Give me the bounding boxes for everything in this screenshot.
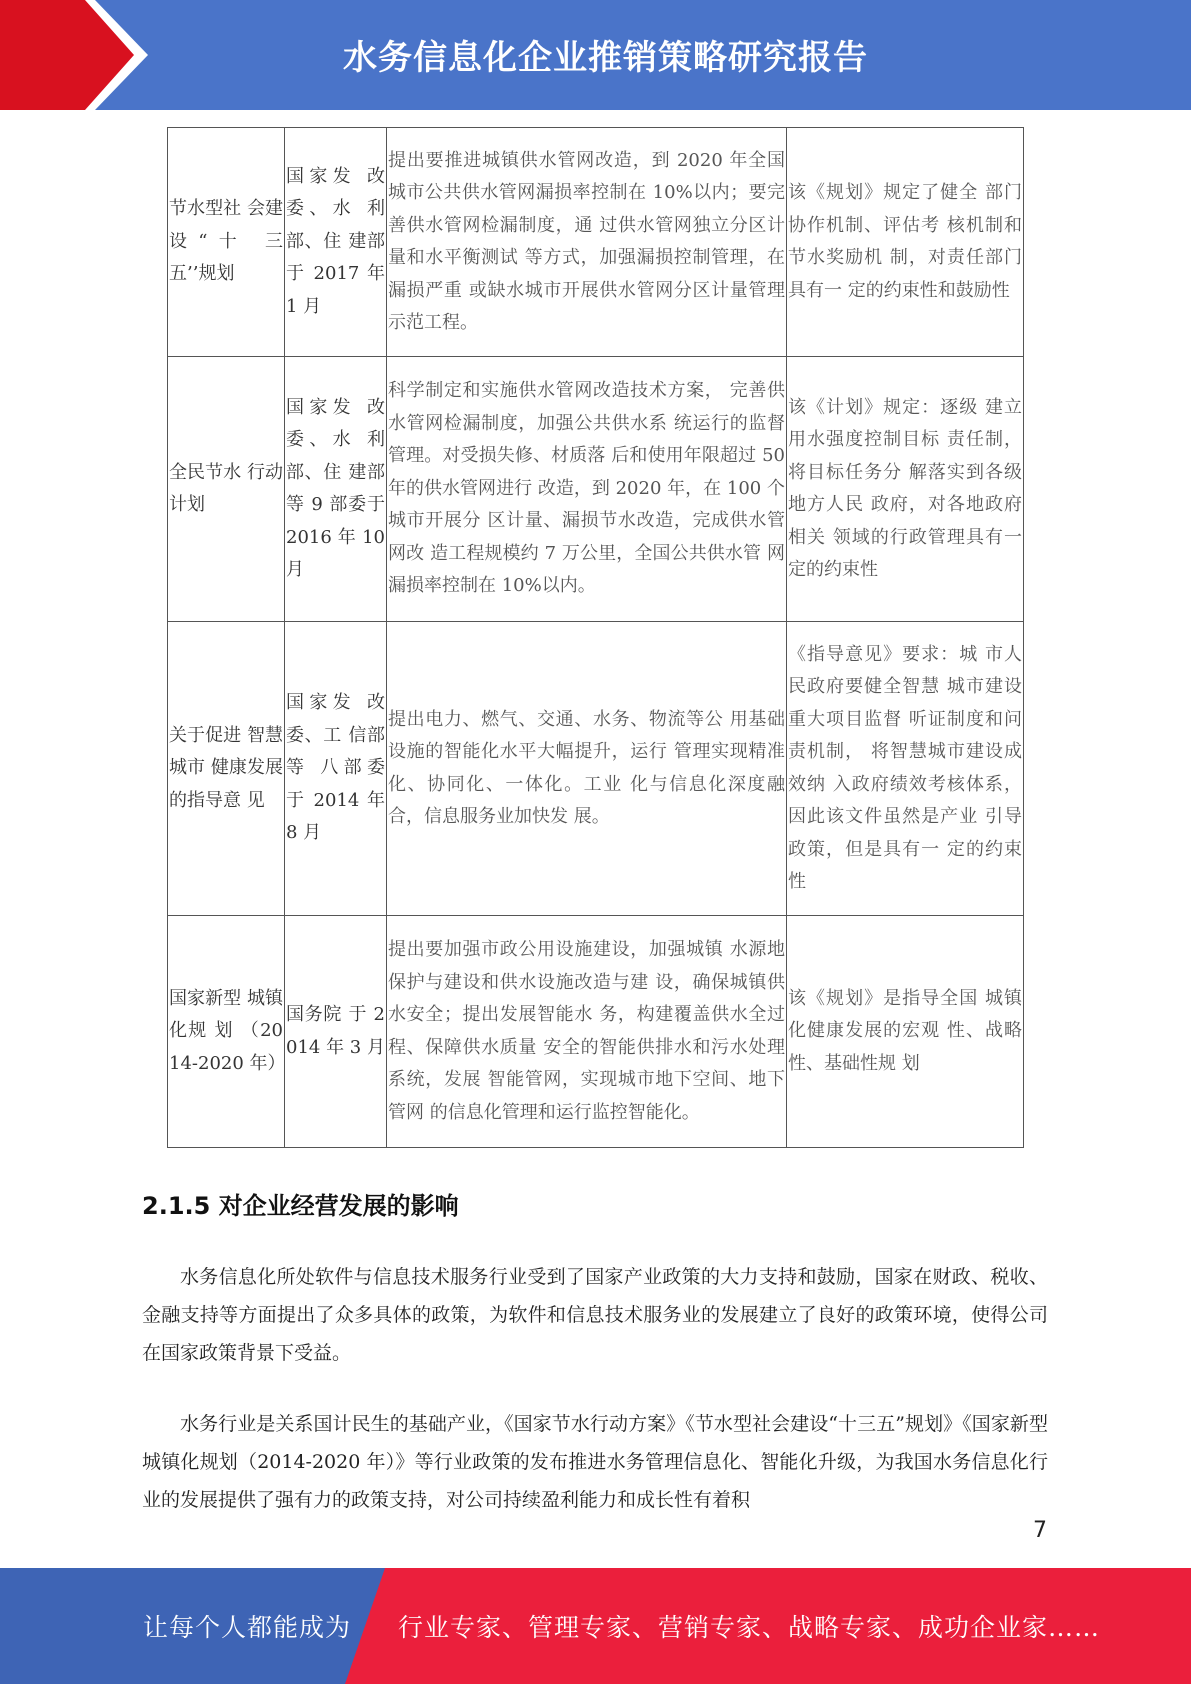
policy-issuer-cell: 国家发 改委、水 利部、住 建部于 2017 年 1 月 <box>285 128 387 357</box>
policy-content-cell: 提出电力、燃气、交通、水务、物流等公 用基础设施的智能化水平大幅提升，运行 管理实现精准化、协同化、一体化。工业 化与信息化深度融合，信息服务业加快发 展。 <box>387 622 787 916</box>
section-heading: 2.1.5 对企业经营发展的影响 <box>142 1192 459 1220</box>
page-number: 7 <box>1033 1518 1047 1543</box>
report-title: 水务信息化企业推销策略研究报告 <box>343 38 868 78</box>
policy-issuer-cell: 国家发 改委、工 信部等 八部委 于 2014 年 8 月 <box>285 622 387 916</box>
page-footer <box>0 1568 1191 1684</box>
policy-issuer-cell: 国家发 改委、水 利部、住 建部等 9 部委于 2016 年 10 月 <box>285 357 387 622</box>
body-paragraph: 水务信息化所处软件与信息技术服务行业受到了国家产业政策的大力支持和鼓励，国家在财政、税收、金融支持等方面提出了众多具体的政策，为软件和信息技术服务业的发展建立了良好的政策环境，使得公司在国家政策背景下受益。 <box>142 1266 1048 1364</box>
table-row <box>168 357 1024 622</box>
policy-content-cell: 提出要加强市政公用设施建设，加强城镇 水源地保护与建设和供水设施改造与建 设，确保城镇供水安全；提出发展智能水 务，构建覆盖供水全过程、保障供水质量 安全的智能供排水和污水处理系统，发展 智能管网，实现城市地下空间、地下管网 的信息化管理和运行监控智能化。 <box>387 916 787 1148</box>
body-paragraph: 水务行业是关系国计民生的基础产业，《国家节水行动方案》《节水型社会建设“十三五”规划》《国家新型城镇化规划（2014-2020 年）》等行业政策的发布推进水务管理信息化、智能化升级，为我国水务信息化行业的发展提供了强有力的政策支持，对公司持续盈利能力和成长性有着积 <box>142 1413 1048 1511</box>
policy-effect-cell: 该《计划》规定：逐级 建立用水强度控制目标 责任制，将目标任务分 解落实到各级地方人民 政府，对各地政府相关 领域的行政管理具有一 定的约束性 <box>787 357 1024 622</box>
page-header <box>0 0 1191 110</box>
policy-issuer-cell: 国务院 于 2014 年 3 月 <box>285 916 387 1148</box>
policy-effect-cell: 《指导意见》要求：城 市人民政府要健全智慧 城市建设重大项目监督 听证制度和问责机制， 将智慧城市建设成效纳 入政府绩效考核体系， 因此该文件虽然是产业 引导政策，但是具有一 定的约束性 <box>787 622 1024 916</box>
footer-slogan-right: 行业专家、管理专家、营销专家、战略专家、成功企业家…… <box>398 1613 1101 1642</box>
policy-name-cell: 全民节水 行动计划 <box>168 357 285 622</box>
policy-name-cell: 国家新型 城镇化规 划 （2014-2020 年） <box>168 916 285 1148</box>
policy-table <box>167 127 1024 1148</box>
policy-content-cell: 提出要推进城镇供水管网改造，到 2020 年全国城市公共供水管网漏损率控制在 10%以内；要完善供水管网检漏制度，通 过供水管网独立分区计量和水平衡测试 等方式，加强漏损控制管理，在漏损严重 或缺水城市开展供水管网分区计量管理 示范工程。 <box>387 128 787 357</box>
table-row <box>168 916 1024 1148</box>
policy-name-cell: 节水型社 会建设“十 三五’’规划 <box>168 128 285 357</box>
policy-name-cell: 关于促进 智慧城市 健康发展 的指导意 见 <box>168 622 285 916</box>
footer-slogan-left: 让每个人都能成为 <box>143 1613 352 1642</box>
policy-effect-cell: 该《规划》规定了健全 部门协作机制、评估考 核机制和节水奖励机 制，对责任部门具有一 定的约束性和鼓励性 <box>787 128 1024 357</box>
policy-effect-cell: 该《规划》是指导全国 城镇化健康发展的宏观 性、战略性、基础性规 划 <box>787 916 1024 1148</box>
table-row <box>168 622 1024 916</box>
policy-content-cell: 科学制定和实施供水管网改造技术方案， 完善供水管网检漏制度，加强公共供水系 统运行的监督管理。对受损失修、材质落 后和使用年限超过 50 年的供水管网进行 改造，到 2020 年，在 100 个城市开展分 区计量、漏损节水改造，完成供水管网改 造工程规模约 7 万公里，全国公共供水管 网漏损率控制在 10%以内。 <box>387 357 787 622</box>
table-row <box>168 128 1024 357</box>
